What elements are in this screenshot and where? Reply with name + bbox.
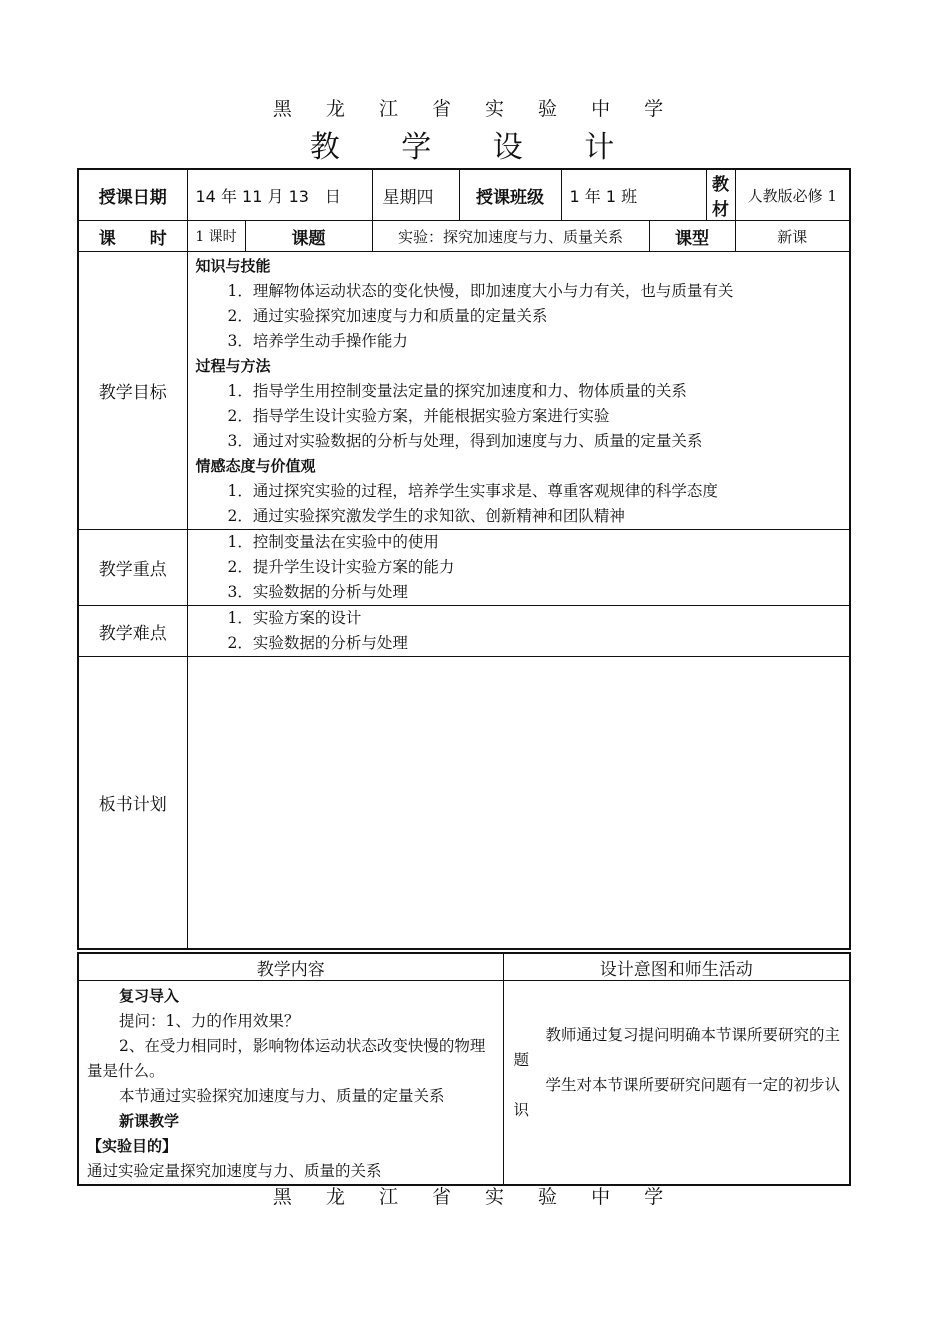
design-intent-cell [503, 981, 850, 1186]
period-label: 课 时 [78, 221, 187, 252]
class-value: 1 年 1 班 [561, 169, 706, 221]
objective-item: 1．理解物体运动状态的变化快慢，即加速度大小与力有关，也与质量有关 [227, 282, 734, 300]
design-intent-paragraph-2: 学生对本节课所要研究问题有一定的初步认识 [513, 1076, 841, 1119]
objective-section-title: 情感态度与价值观 [195, 457, 316, 475]
school-name-header: 黑 龙 江 省 实 验 中 学 [272, 98, 678, 120]
objective-item: 1．指导学生用控制变量法定量的探究加速度和力、物体质量的关系 [227, 382, 687, 400]
topic-label: 课题 [245, 221, 372, 252]
lesson-info-table [77, 168, 851, 950]
board-plan-content [187, 657, 850, 949]
date-label: 授课日期 [78, 169, 187, 221]
key-point-item: 1．控制变量法在实验中的使用 [227, 533, 439, 551]
objective-item: 2．指导学生设计实验方案，并能根据实验方案进行实验 [227, 407, 610, 425]
objective-item: 3．培养学生动手操作能力 [227, 332, 408, 350]
objective-section-title: 知识与技能 [195, 257, 271, 275]
review-title: 复习导入 [119, 987, 180, 1005]
difficulties-label: 教学难点 [78, 606, 187, 657]
board-plan-label: 板书计划 [78, 657, 187, 949]
design-intent-paragraph-1: 教师通过复习提问明确本节课所要研究的主题 [513, 1026, 841, 1069]
period-value: 1 课时 [187, 221, 245, 252]
objective-item: 2．通过实验探究加速度与力和质量的定量关系 [227, 307, 548, 325]
review-question-1: 提问：1、力的作用效果？ [119, 1012, 300, 1030]
experiment-purpose-title: 【实验目的】 [87, 1137, 178, 1155]
difficulties-content [187, 606, 850, 657]
class-label: 授课班级 [459, 169, 561, 221]
date-value: 14 年 11 月 13 日 [187, 169, 372, 221]
key-point-item: 2．提升学生设计实验方案的能力 [227, 558, 455, 576]
experiment-purpose-text: 通过实验定量探究加速度与力、质量的关系 [87, 1162, 382, 1180]
type-label: 课型 [649, 221, 735, 252]
lesson-content-table [77, 952, 851, 1186]
weekday-value: 星期四 [372, 169, 459, 221]
difficulty-item: 1．实验方案的设计 [227, 609, 362, 627]
type-value: 新课 [735, 221, 850, 252]
objective-item: 2．通过实验探究激发学生的求知欲、创新精神和团队精神 [227, 507, 625, 525]
lesson-content-cell [78, 981, 503, 1186]
new-lesson-title: 新课教学 [119, 1112, 180, 1130]
objectives-content [187, 252, 850, 530]
content-column-header: 教学内容 [78, 953, 503, 981]
textbook-label: 教材 [706, 169, 735, 221]
objectives-label: 教学目标 [78, 252, 187, 530]
key-points-content [187, 530, 850, 606]
objective-item: 1．通过探究实验的过程，培养学生实事求是、尊重客观规律的科学态度 [227, 482, 718, 500]
lesson-intro: 本节通过实验探究加速度与力、质量的定量关系 [119, 1087, 445, 1105]
topic-value: 实验：探究加速度与力、质量关系 [372, 221, 649, 252]
difficulty-item: 2．实验数据的分析与处理 [227, 634, 408, 652]
objective-item: 3．通过对实验数据的分析与处理，得到加速度与力、质量的定量关系 [227, 432, 703, 450]
review-question-2: 2、在受力相同时，影响物体运动状态改变快慢的物理量是什么。 [87, 1037, 486, 1080]
school-name-footer: 黑 龙 江 省 实 验 中 学 [272, 1186, 678, 1208]
objective-section-title: 过程与方法 [195, 357, 271, 375]
key-points-label: 教学重点 [78, 530, 187, 606]
activity-column-header: 设计意图和师生活动 [503, 953, 850, 981]
textbook-value: 人教版必修 1 [735, 169, 850, 221]
key-point-item: 3．实验数据的分析与处理 [227, 583, 408, 601]
document-title: 教 学 设 计 [309, 130, 641, 165]
